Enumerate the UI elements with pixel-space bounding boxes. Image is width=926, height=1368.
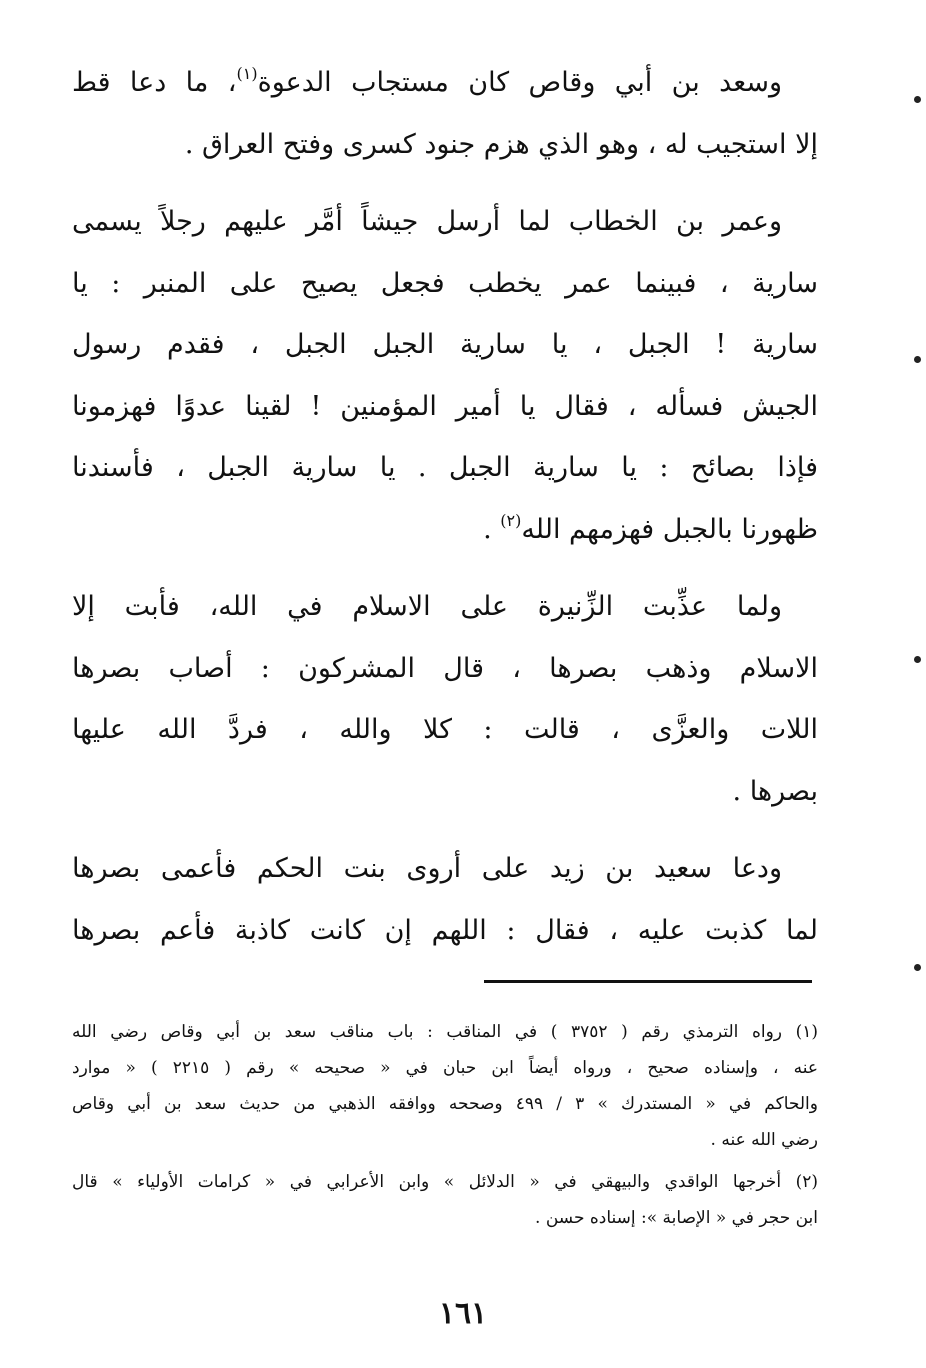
text-line: الاسلام وذهب بصرها ، قال المشركون : أصاب بصرها xyxy=(72,652,818,684)
text-line: ولما عذِّبت الزِّنيرة على الاسلام في الله، فأبت إلا xyxy=(72,591,782,622)
footnote-1 xyxy=(72,1014,818,1158)
paragraph-2 xyxy=(72,191,818,560)
text-line: وعمر بن الخطاب لما أرسل جيشاً أمَّر عليهم رجلاً يسمى xyxy=(72,206,782,237)
line-text-after: . xyxy=(483,513,501,545)
paragraph-3 xyxy=(72,576,818,822)
footnote-line: (٢) أخرجها الواقدي والبيهقي في « الدلائل » وابن الأعرابي في « كرامات الأولياء » قال xyxy=(72,1172,818,1192)
footnotes xyxy=(72,1014,818,1242)
text-line xyxy=(72,52,818,114)
footnote-line: عنه ، وإسناده صحيح ، ورواه أيضاً ابن حبان في « صحيحه » رقم ( ٢٢١٥ ) « موارد xyxy=(72,1058,819,1078)
footnote-2 xyxy=(72,1164,818,1236)
binding-hole-mark xyxy=(914,356,921,363)
line-text: وسعد بن أبي وقاص كان مستجاب الدعوة xyxy=(257,67,782,98)
text-line: فإذا بصائح : يا سارية الجبل . يا سارية الجبل ، فأسندنا xyxy=(72,452,818,483)
line-text-after: ، ما دعا قط xyxy=(72,67,237,98)
binding-hole-mark xyxy=(914,964,921,971)
text-line: سارية ، فبينما عمر يخطب فجعل يصيح على المنبر : يا xyxy=(72,267,818,299)
text-line: سارية ! الجبل ، يا سارية الجبل الجبل ، فقدم رسول xyxy=(72,329,818,360)
page-number: ١٦١ xyxy=(438,1296,488,1331)
binding-hole-mark xyxy=(914,96,921,103)
footnote-marker-2[interactable]: (٢) xyxy=(500,510,522,530)
main-text xyxy=(72,52,818,977)
text-line: الجيش فسأله ، فقال يا أمير المؤمنين ! لقينا عدوًا فهزمونا xyxy=(72,390,818,422)
text-line: ودعا سعيد بن زيد على أروى بنت الحكم فأعمى بصرها xyxy=(72,853,782,884)
footnote-line: رضي الله عنه . xyxy=(710,1130,818,1150)
footnote-marker-1[interactable]: (١) xyxy=(236,64,258,83)
footnote-line: (١) رواه الترمذي رقم ( ٣٧٥٢ ) في المناقب : باب مناقب سعد بن أبي وقاص رضي الله xyxy=(72,1022,818,1042)
paragraph-1 xyxy=(72,52,818,175)
text-line xyxy=(72,499,818,561)
text-line: لما كذبت عليه ، فقال : اللهم إن كانت كاذبة فأعم بصرها xyxy=(72,914,819,946)
text-line: إلا استجيب له ، وهو الذي هزم جنود كسرى وفتح العراق . xyxy=(184,128,818,160)
binding-hole-mark xyxy=(914,656,921,663)
text-line: بصرها . xyxy=(732,775,818,807)
paragraph-4 xyxy=(72,838,818,961)
text-line: اللات والعزَّى ، قالت : كلا والله ، فردَّ الله عليها xyxy=(72,714,818,745)
footnote-line: والحاكم في « المستدرك » ٣ / ٤٩٩ وصححه ووافقه الذهبي من حديث سعد بن أبي وقاص xyxy=(72,1094,818,1114)
footnote-divider xyxy=(484,980,812,983)
footnote-line: ابن حجر في « الإصابة »: إسناده حسن . xyxy=(535,1208,818,1228)
line-text: ظهورنا بالجبل فهزمهم الله xyxy=(521,513,818,545)
